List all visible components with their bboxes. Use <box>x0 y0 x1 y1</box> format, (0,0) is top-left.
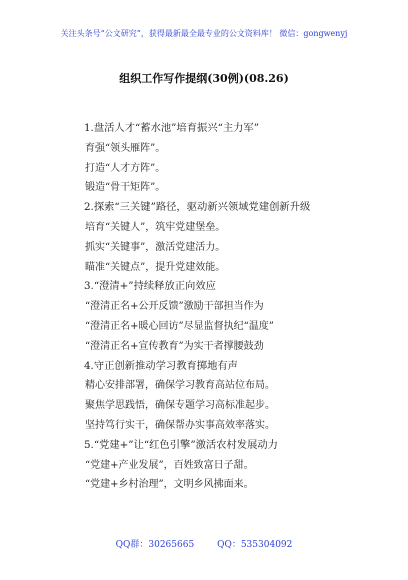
document-title: 组织工作写作提纲(30例)(08.26) <box>119 72 289 85</box>
body-line: “党建+乡村治理”，文明乡风拂面来。 <box>85 479 254 491</box>
section-heading-2: 2.探索“三关键”路径，驱动新兴领域党建创新升级 <box>84 201 311 214</box>
body-line: 育强“领头雁阵”。 <box>85 142 166 154</box>
footer-qq-number: QQ：535304092 <box>217 540 293 550</box>
document-body <box>84 119 384 495</box>
top-banner: 关注头条号“公文研究”，获得最新最全最专业的公文资料库！ 微信：gongwenyj <box>60 29 348 38</box>
section-heading-5: 5.“党建+”让“红色引擎”激活农村发展动力 <box>84 438 278 451</box>
footer-qq-group: QQ群：30265665 <box>115 540 195 550</box>
body-line: 培育“关键人”，筑牢党建堡垒。 <box>85 221 226 233</box>
body-line: “党建+产业发展”，百姓致富日子甜。 <box>85 459 254 471</box>
body-line: “澄清正名+宣传教育”为实干者撑腰鼓劲 <box>85 340 264 352</box>
body-line: “澄清正名+公开反馈”激励干部担当作为 <box>85 301 264 313</box>
footer-contact <box>0 537 408 550</box>
body-line: 锻造“骨干矩阵”。 <box>85 182 166 194</box>
section-heading-4: 4.守正创新推动学习教育掷地有声 <box>84 359 238 372</box>
body-line: 聚焦学思践悟，确保专题学习高标准起步。 <box>85 400 275 412</box>
body-line: 瞄准“关键点”，提升党建效能。 <box>85 261 226 273</box>
section-heading-3: 3.“澄清+”持续释放正向效应 <box>84 280 216 293</box>
body-line: 精心安排部署，确保学习教育高站位布局。 <box>85 380 275 392</box>
section-heading-1: 1.盘活人才“蓄水池”培育振兴“主力军” <box>84 122 260 134</box>
body-line: 抓实“关键事”，激活党建活力。 <box>85 241 226 253</box>
body-line: “澄清正名+暖心回访”尽显监督执纪“温度” <box>85 320 274 332</box>
body-line: 打造“人才方阵”。 <box>85 162 166 174</box>
body-line: 坚持笃行实干，确保帮办实事高效率落实。 <box>85 419 275 431</box>
